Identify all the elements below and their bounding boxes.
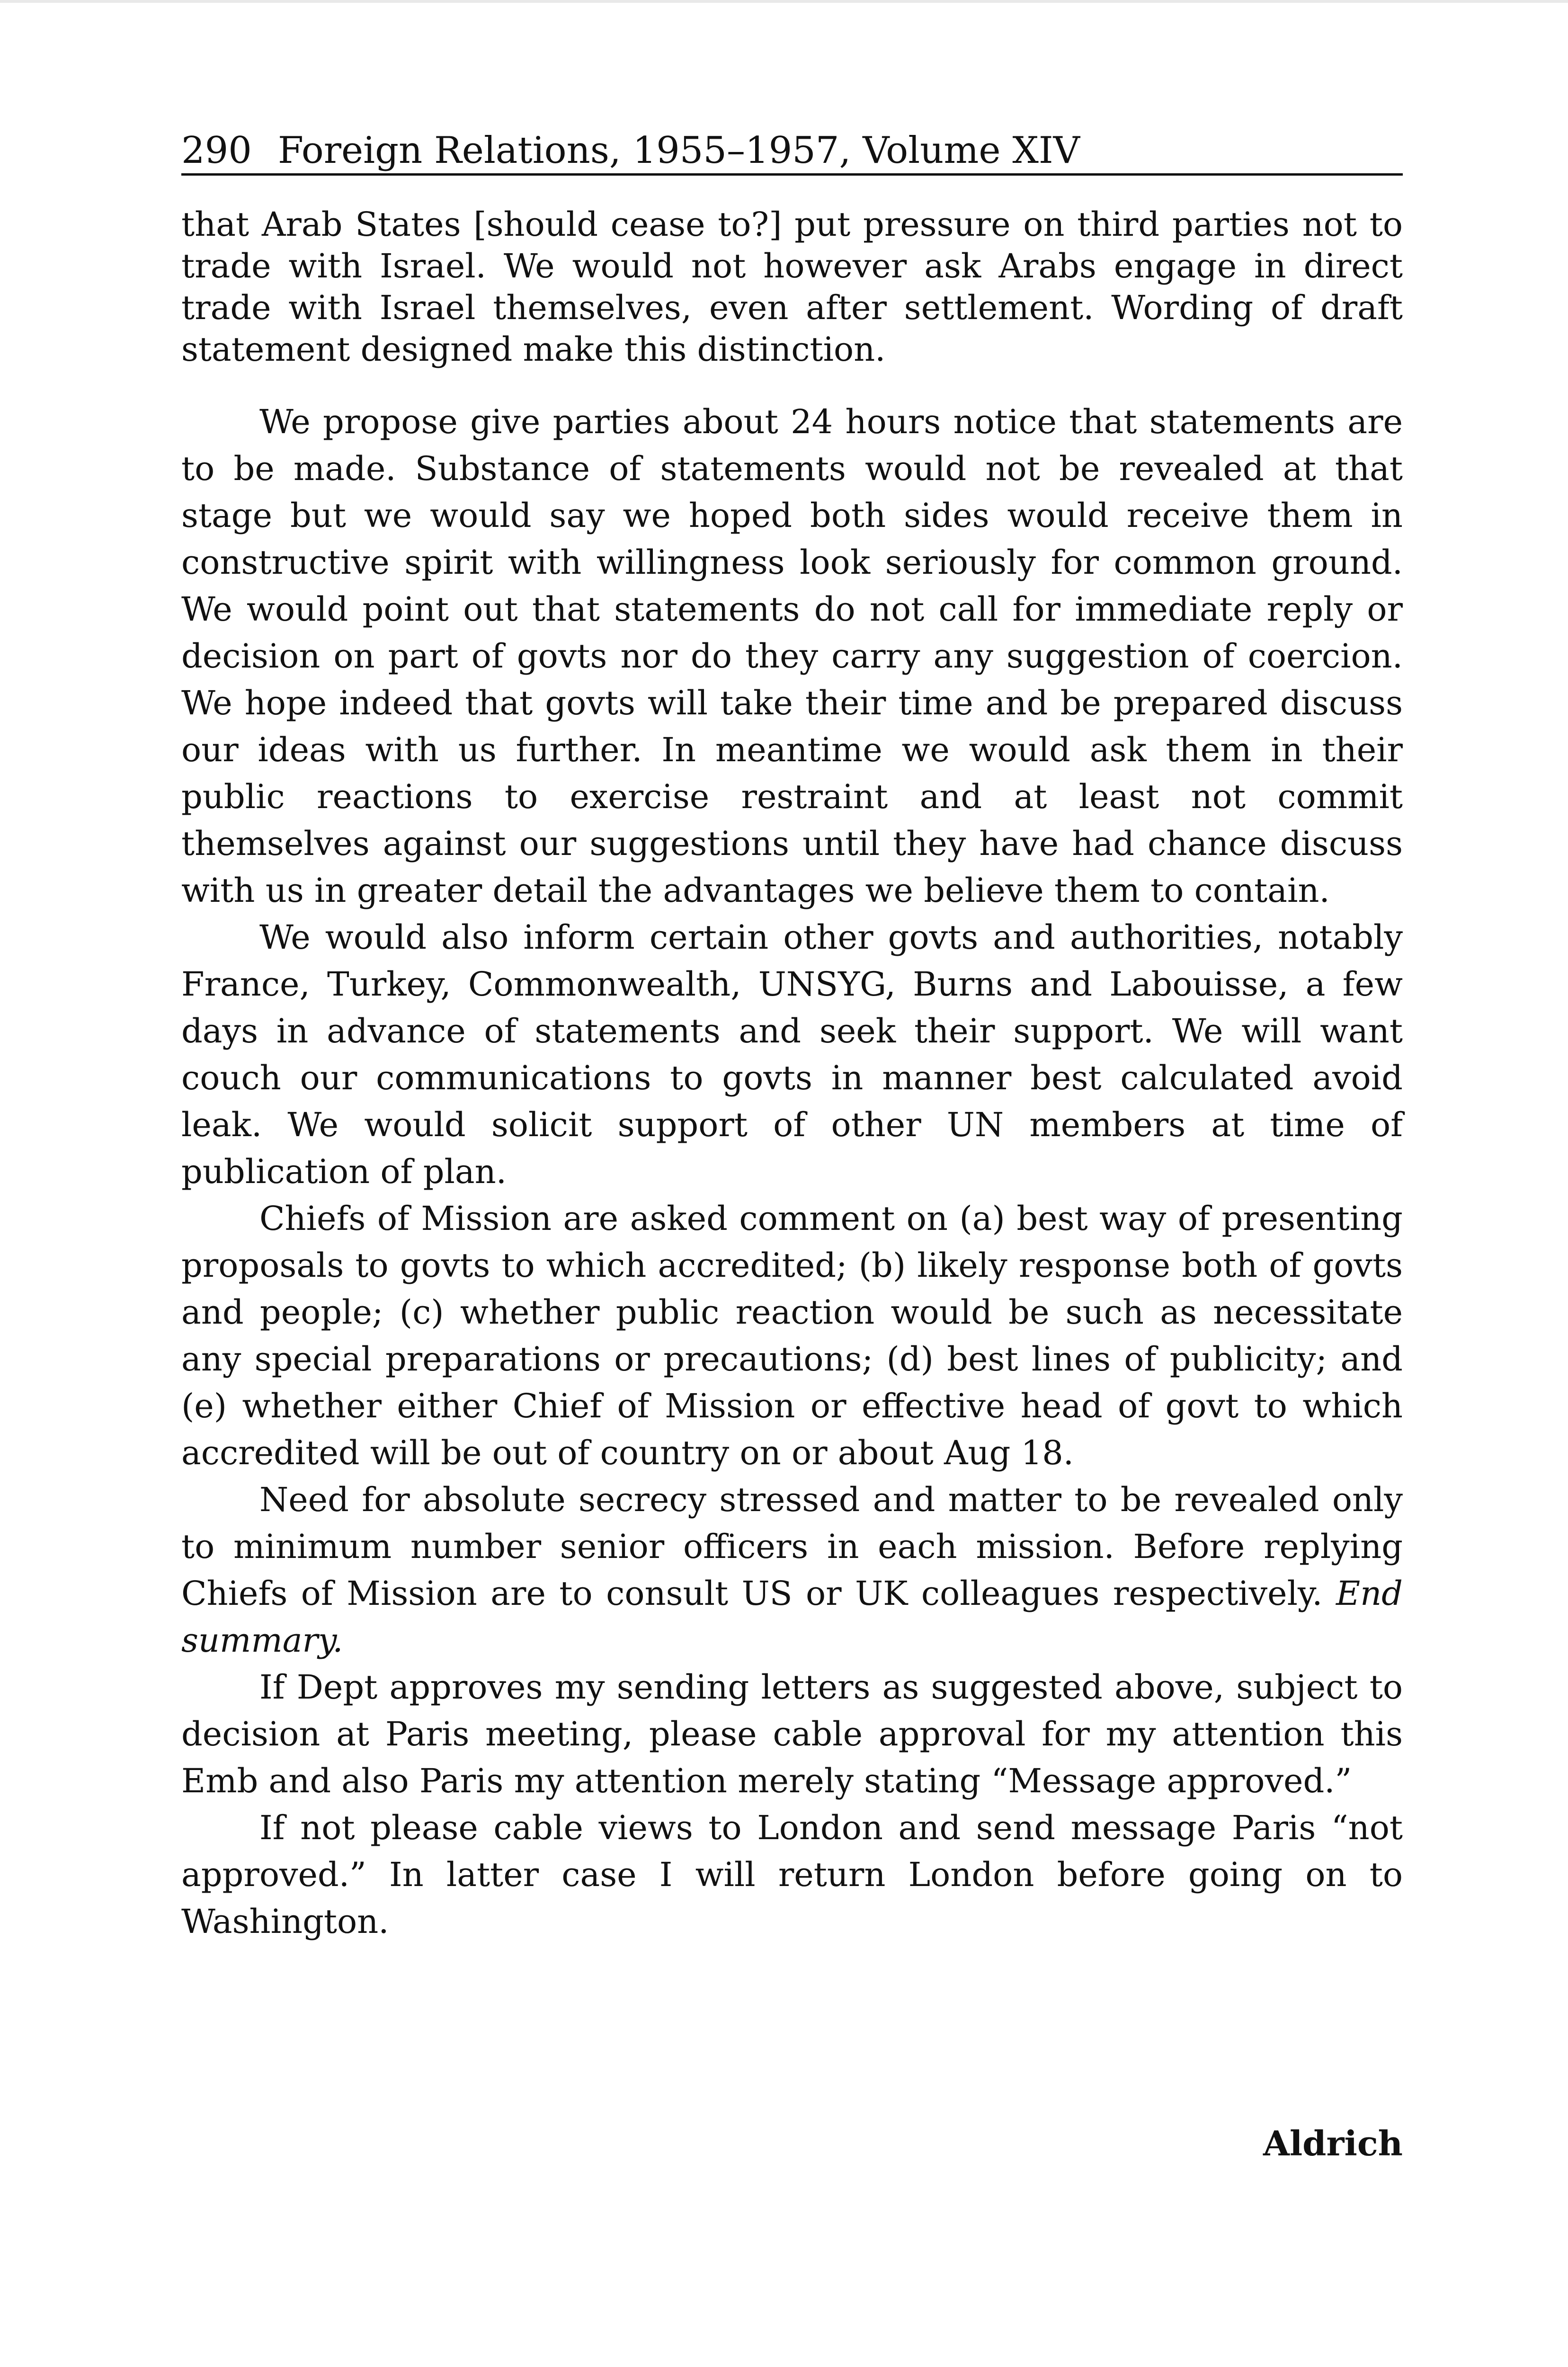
page-number: 290 (181, 129, 252, 172)
paragraph-notice: We propose give parties about 24 hours notice that statements are to be made. Substance of statements would not be revealed at that stage but we would say we hoped both sides would receive them in constructive spirit with willingness look seriously for common ground. We would point out that statements do not call for immediate reply or decision on part of govts nor do they carry any suggestion of coercion. We hope indeed that govts will take their time and be prepared discuss our ideas with us further. In meantime we would ask them in their public reactions to exercise restraint and at least not commit themselves against our suggestions until they have had chance discuss with us in greater detail the advantages we believe them to contain. (181, 402, 1403, 910)
secrecy-text: Need for absolute secrecy stressed and matter to be revealed only to minimum number senior officers in each mission. Before replying Chiefs of Mission are to consult US or UK colleagues respectively. (181, 1480, 1403, 1613)
body-text (181, 204, 1403, 1945)
paragraph-inform-govts: We would also inform certain other govts and authorities, notably France, Turkey, Commonwealth, UNSYG, Burns and Labouisse, a few days in advance of statements and seek their support. We will want couch our communications to govts in manner best calculated avoid leak. We would solicit support of other UN members at time of publication of plan. (181, 918, 1403, 1191)
running-head (181, 128, 1403, 176)
paragraph-not-approved: If not please cable views to London and send message Paris “not approved.” In latter case I will return London before going on to Washington. (181, 1808, 1403, 1941)
volume-title: Foreign Relations, 1955–1957, Volume XIV (277, 129, 1080, 172)
paragraph-chiefs-of-mission: Chiefs of Mission are asked comment on (a) best way of presenting proposals to govts to which accredited; (b) likely response both of govts and people; (c) whether public reaction would be such as necessitate any special preparations or precautions; (d) best lines of publicity; and (e) whether either Chief of Mission or effective head of govt to which accredited will be out of country on or about Aug 18. (181, 1199, 1403, 1472)
paragraph-continued: that Arab States [should cease to?] put pressure on third parties not to trade with Israel. We would not however ask Arabs engage in direct trade with Israel themselves, even after settlement. Wording of draft statement designed make this distinction. (181, 205, 1403, 369)
paragraph-secrecy (181, 1477, 1403, 1664)
paragraph-approval: If Dept approves my sending letters as suggested above, subject to decision at Paris meeting, please cable approval for my attention this Emb and also Paris my attention merely stating “Message approved.” (181, 1668, 1403, 1800)
page-top-edge (0, 0, 1568, 3)
signature: Aldrich (1263, 2123, 1403, 2163)
end-summary: End summary. (181, 1574, 1403, 1660)
